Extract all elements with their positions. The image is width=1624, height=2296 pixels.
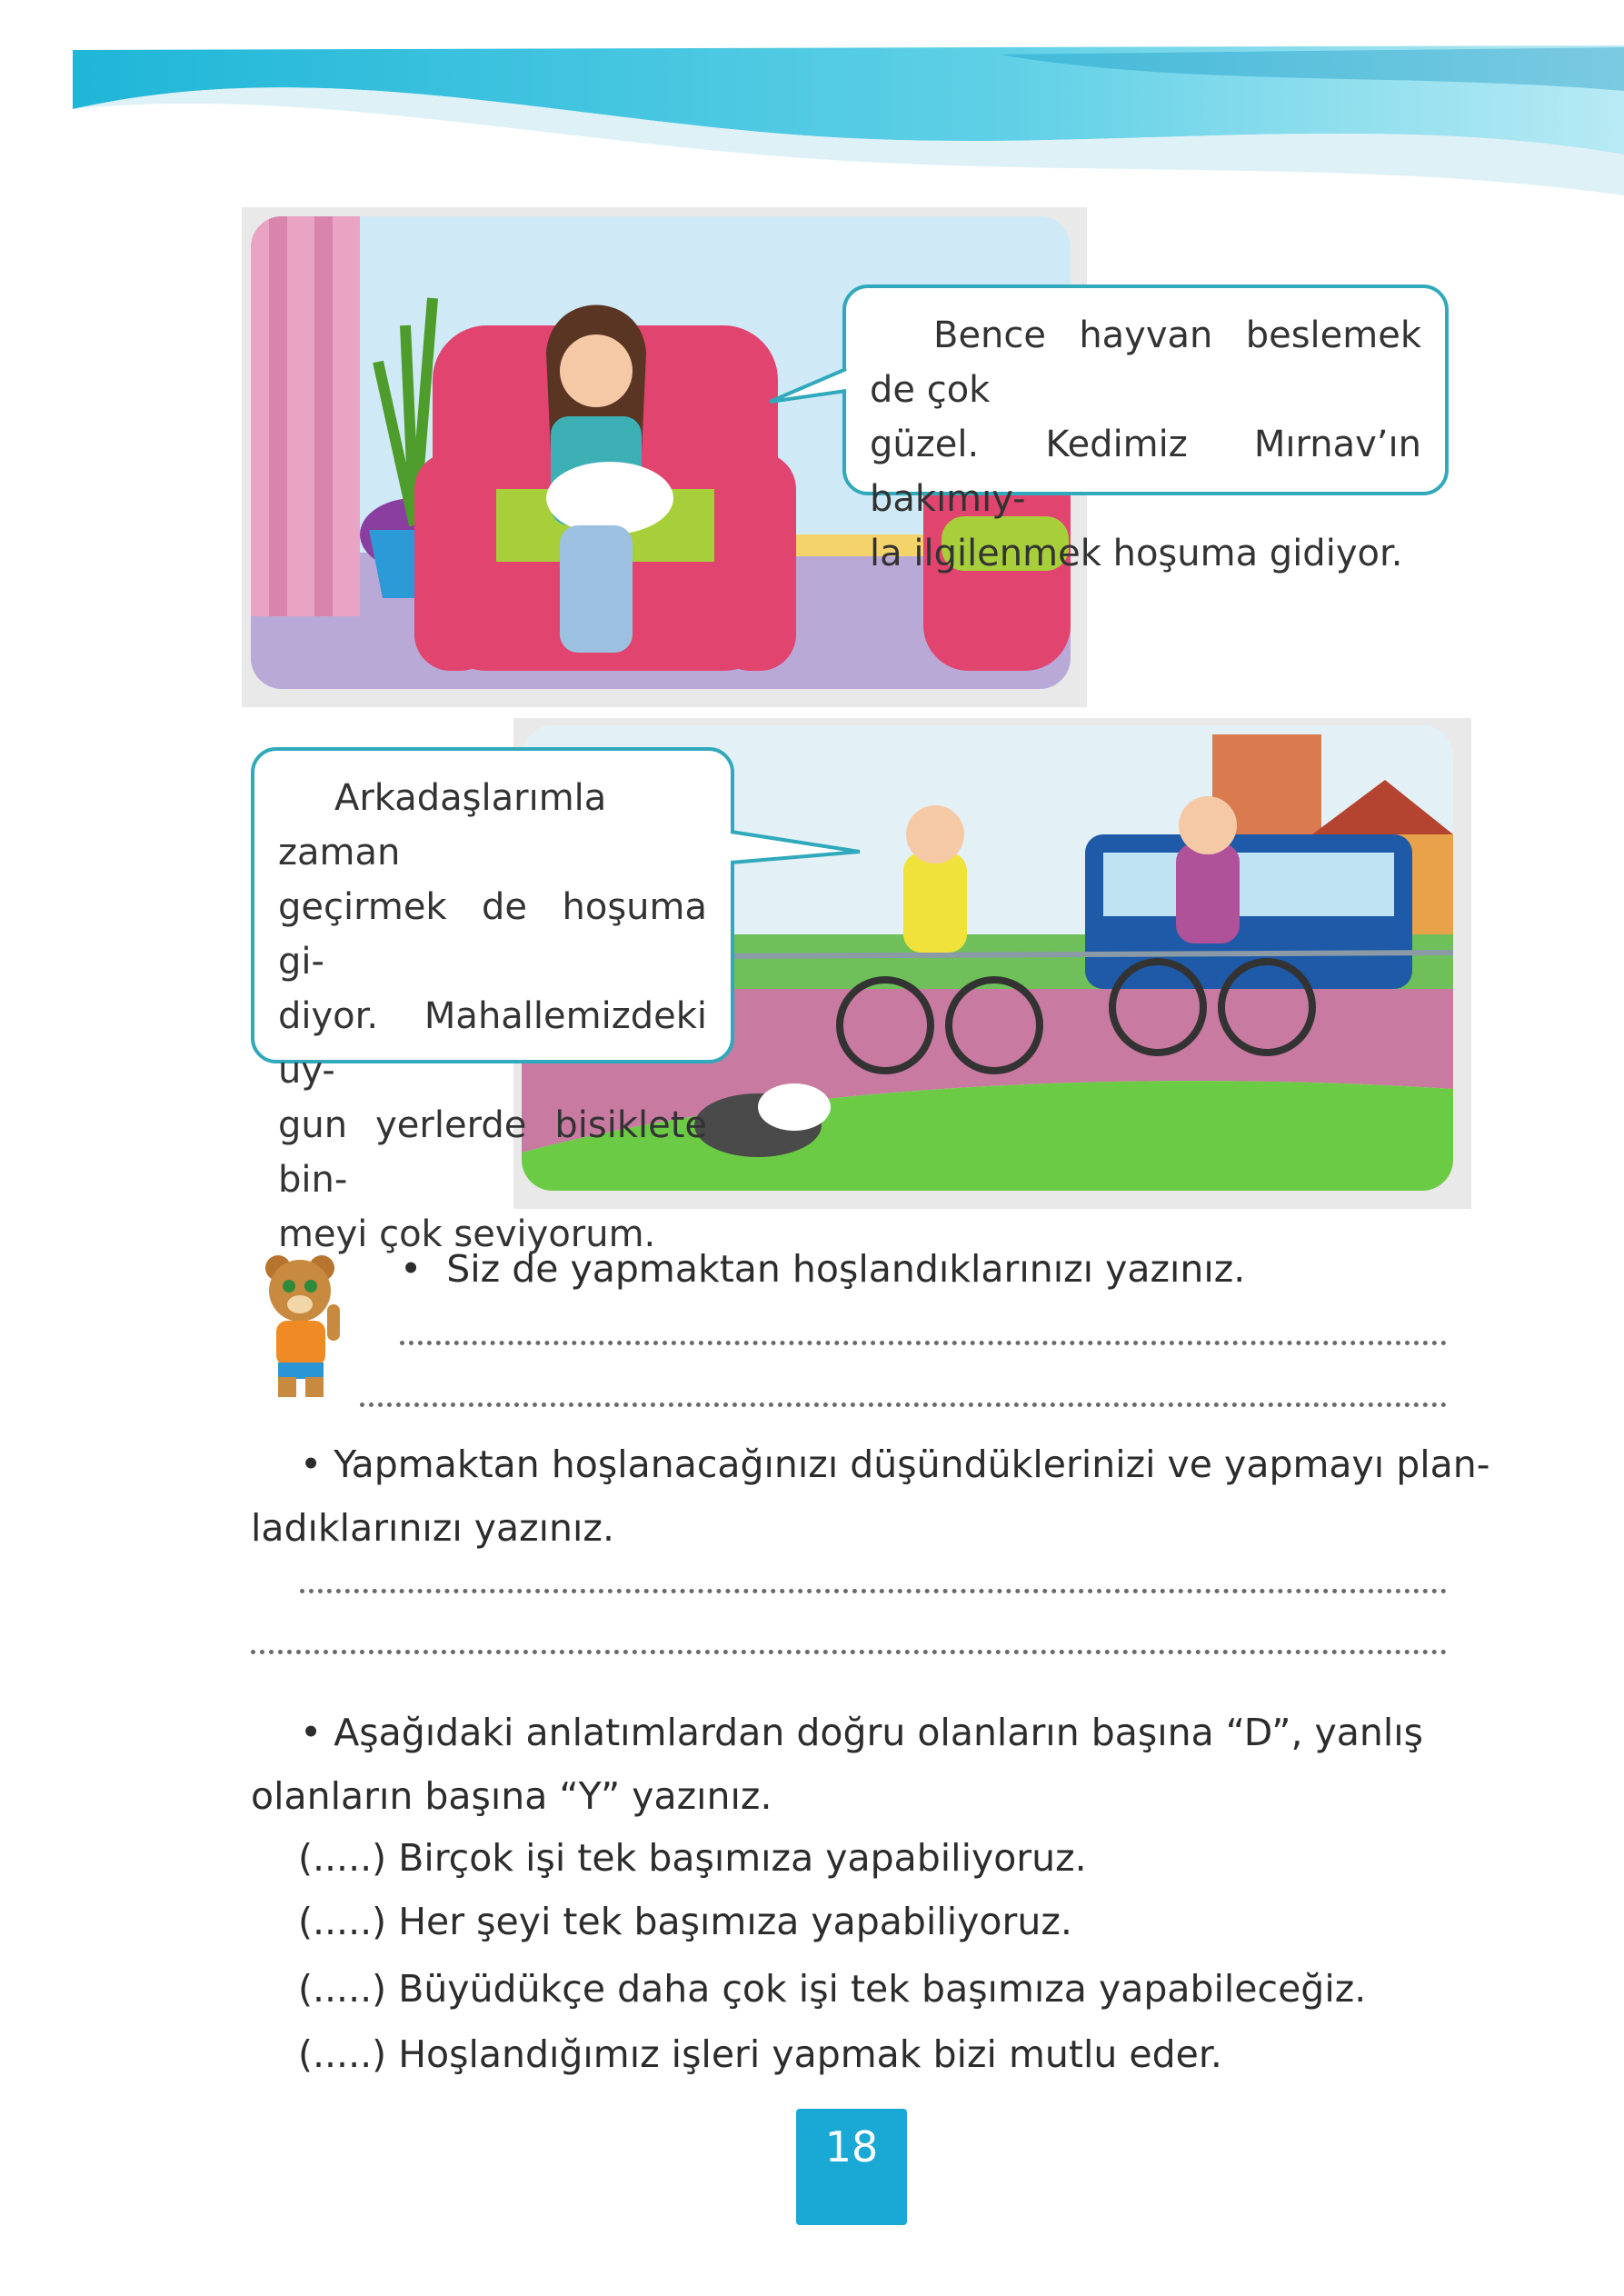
activity-2-prompt: • Yapmaktan hoşlanacağınızı düşündüklerinizi ve yapmayı plan- (300, 1442, 1490, 1486)
answer-line[interactable] (251, 1650, 1447, 1654)
header-wave-decoration (0, 0, 1624, 209)
bubble-line: gun yerlerde bisiklete bin- (278, 1104, 707, 1201)
speech-bubble-tail-2 (727, 823, 863, 877)
true-false-item[interactable]: (.....) Hoşlandığımız işleri yapmak bizi mutlu eder. (298, 2032, 1222, 2076)
true-false-item[interactable]: (.....) Birçok işi tek başımıza yapabiliyoruz. (298, 1836, 1087, 1880)
activity-3-prompt-cont: olanların başına “Y” yazınız. (251, 1774, 772, 1818)
bubble-line: güzel. Kedimiz Mırnav’ın bakımıy- (870, 424, 1421, 520)
bubble-line: diyor. Mahallemizdeki uy- (278, 995, 707, 1092)
activity-1-prompt: Siz de yapmaktan hoşlandıklarınızı yazınız. (446, 1247, 1246, 1291)
answer-line[interactable] (300, 1589, 1447, 1593)
answer-line[interactable] (400, 1341, 1447, 1345)
speech-bubble-girl (842, 285, 1449, 574)
bubble-line: geçirmek de hoşuma gi- (278, 886, 707, 983)
activity-3-prompt: • Aşağıdaki anlatımlardan doğru olanların başına “D”, yanlış (300, 1711, 1424, 1754)
activity-1-prompt-row (400, 1241, 1245, 1297)
speech-bubble-tail-1 (768, 364, 850, 418)
activity-2-prompt-cont: ladıklarınızı yazınız. (251, 1506, 614, 1550)
bubble-line: meyi çok seviyorum. (278, 1213, 656, 1255)
bubble-line: Bence hayvan beslemek de çok (870, 314, 1421, 411)
answer-line[interactable] (360, 1403, 1447, 1407)
bear-mascot-icon (251, 1250, 351, 1400)
true-false-item[interactable]: (.....) Her şeyi tek başımıza yapabiliyoruz. (298, 1900, 1072, 1943)
bubble-line: Arkadaşlarımla zaman (278, 777, 607, 873)
speech-bubble-boy (251, 747, 734, 1255)
bubble-line: la ilgilenmek hoşuma gidiyor. (870, 533, 1403, 574)
true-false-item[interactable]: (.....) Büyüdükçe daha çok işi tek başımıza yapabileceğiz. (298, 1967, 1367, 2011)
page-number: 18 (796, 2109, 907, 2225)
bullet: • (400, 1247, 423, 1291)
